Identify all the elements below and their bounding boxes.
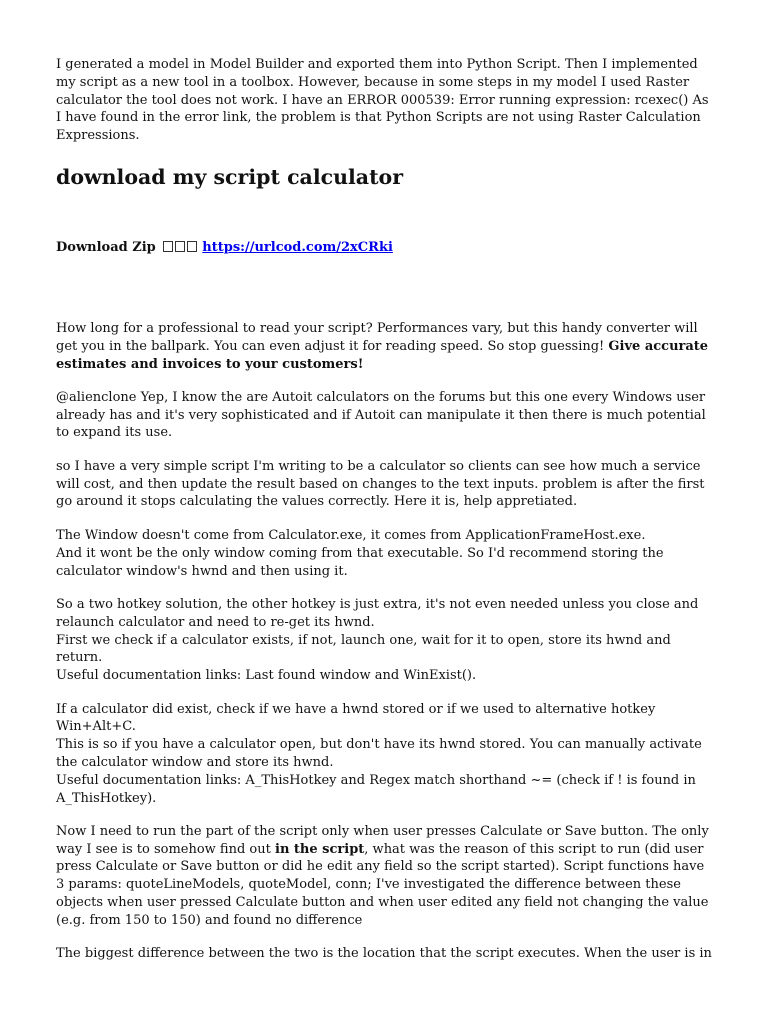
paragraph-line: First we check if a calculator exists, if not, launch one, wait for it to open, store its hwnd and return. [56, 632, 671, 666]
paragraph-text: Now I need to run the part of the script only when user presses Calculate or Save button. The only way I see is to somehow find out [56, 823, 709, 857]
paragraph-text: , what was the reason of this script to run (did user press Calculate or Save button or did he edit any field so the script started). Script functions have 3 params: quoteLineModels, quoteModel, conn; I've investigated the difference between these objects when user pressed Calculate button and when user edited any field not changing the value (e.g. from 150 to 150) and found no difference [56, 841, 709, 928]
paragraph-bold-text: Give accurate estimates and invoices to your customers! [56, 338, 709, 372]
download-label: Download Zip [56, 239, 156, 255]
paragraph-text: How long for a professional to read your script? Performances vary, but this handy converter will get you in the ballpark. You can even adjust it for reading speed. So stop guessing! [56, 320, 698, 354]
missing-glyph-icon [175, 241, 185, 252]
paragraph-line: Useful documentation links: Last found window and WinExist(). [56, 668, 477, 684]
missing-glyph-icon [187, 241, 197, 252]
paragraph-bold-text: in the script [275, 841, 365, 857]
download-line [56, 239, 714, 257]
paragraph-biggest-difference: The biggest difference between the two is the location that the script executes. When the user is in [56, 946, 712, 962]
download-link[interactable]: https://urlcod.com/2xCRki [202, 239, 393, 255]
paragraph-window [56, 527, 714, 580]
paragraph-calculate-button [56, 823, 714, 930]
paragraph-line: So a two hotkey solution, the other hotkey is just extra, it's not even needed unless you close and relaunch calculator and need to re-get its hwnd. [56, 597, 699, 630]
page-title: download my script calculator [56, 164, 404, 189]
paragraph-line: The Window doesn't come from Calculator.exe, it comes from ApplicationFrameHost.exe. [56, 528, 646, 544]
unrenderable-glyphs [163, 240, 199, 255]
paragraph-alienclone: @alienclone Yep, I know the are Autoit calculators on the forums but this one every Windows user already has and it's very sophisticated and if Autoit can manipulate it then there is much potential to expand its use. [56, 389, 706, 441]
intro-paragraph: I generated a model in Model Builder and exported them into Python Script. Then I implemented my script as a new tool in a toolbox. However, because in some steps in my model I used Raster calculator the tool does not work. I have an ERROR 000539: Error running expression: rcexec() As I have found in the error link, the problem is that Python Scripts are not using Raster Calculation Expressions. [56, 57, 709, 144]
paragraph-line: This is so if you have a calculator open, but don't have its hwnd stored. You can manually activate the calculator window and store its hwnd. [56, 737, 702, 770]
paragraph-reading-time [56, 320, 714, 373]
paragraph-simple-script: so I have a very simple script I'm writing to be a calculator so clients can see how much a service will cost, and then update the result based on changes to the text inputs. problem is after the first go around it stops calculating the values correctly. Here it is, help appretiated. [56, 458, 705, 510]
paragraph-two-hotkey [56, 596, 714, 685]
paragraph-line: And it wont be the only window coming from that executable. So I'd recommend storing the calculator window's hwnd and then using it. [56, 545, 664, 579]
missing-glyph-icon [163, 241, 173, 252]
paragraph-line: If a calculator did exist, check if we have a hwnd stored or if we used to alternative hotkey Win+Alt+C. [56, 701, 656, 735]
paragraph-line: Useful documentation links: A_ThisHotkey and Regex match shorthand ~= (check if ! is found in A_ThisHotkey). [56, 772, 696, 806]
paragraph-calculator-exist [56, 701, 714, 808]
